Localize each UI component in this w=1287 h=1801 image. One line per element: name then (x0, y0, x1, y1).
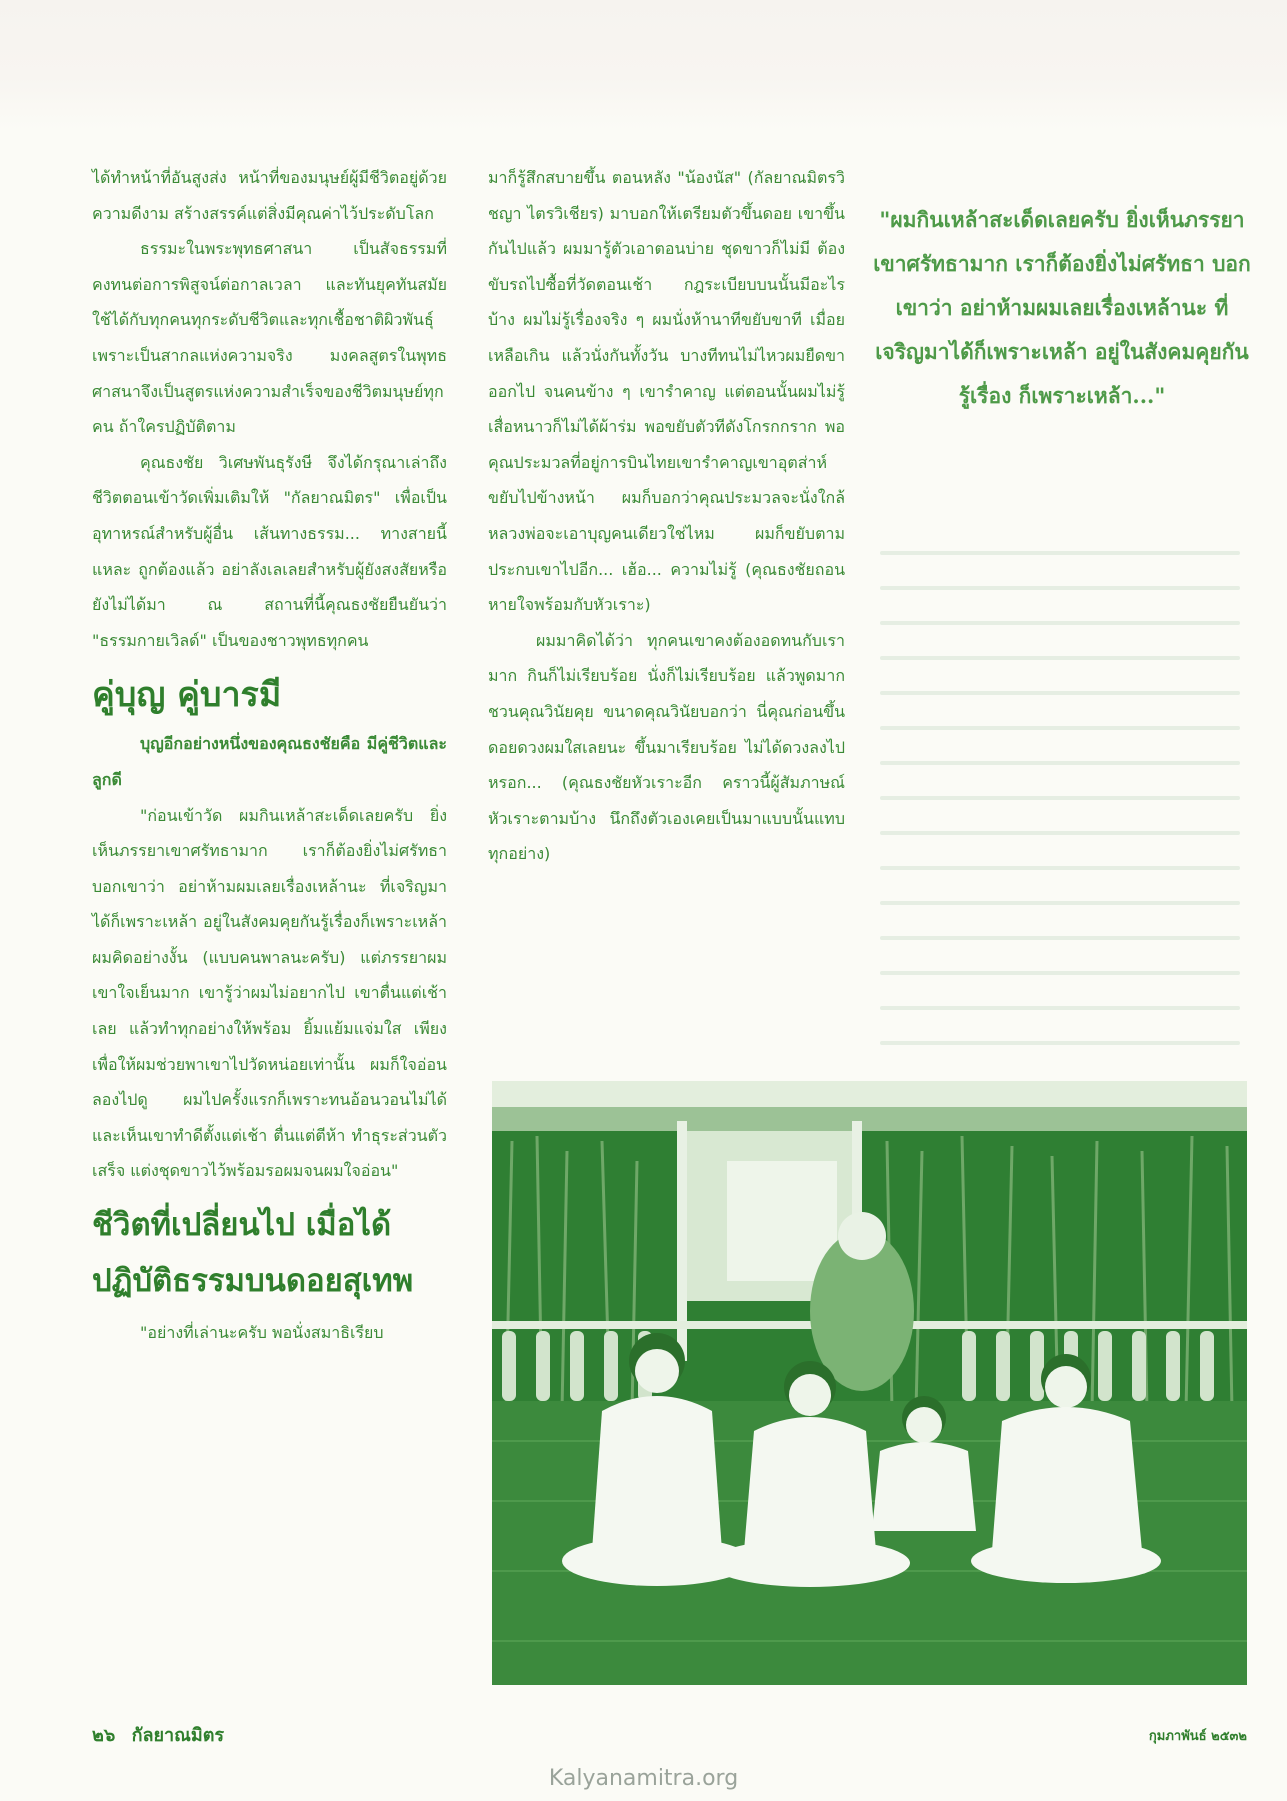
paragraph: ธรรมะในพระพุทธศาสนา เป็นสัจธรรมที่คงทนต่อการพิสูจน์ต่อกาลเวลา และทันยุคทันสมัย ใช้ได้กับทุกคนทุกระดับชีวิตและทุกเชื้อชาติผิวพันธุ์ เพราะเป็นสากลแห่งความจริง มงคลสูตรในพุทธศาสนาจึงเป็นสูตรแห่งความสำเร็จของชีวิตมนุษย์ทุกคน ถ้าใครปฏิบัติตาม (92, 239, 447, 437)
magazine-name: กัลยาณมิตร (131, 1725, 225, 1746)
family-photo-illustration (492, 1081, 1247, 1685)
family-photo (492, 1081, 1247, 1685)
paragraph: มาก็รู้สึกสบายขึ้น ตอนหลัง "น้องนัส" (กัลยาณมิตรวิชญา ไตรวิเชียร) มาบอกให้เตรียมตัวขึ้นดอย เขาขึ้นกันไปแล้ว ผมมารู้ตัวเอาตอนบ่าย ชุดขาวก็ไม่มี ต้องขับรถไปซื้อที่วัดตอนเช้า กฎระเบียบบนนั้นมีอะไรบ้าง ผมไม่รู้เรื่องจริง ๆ ผมนั่งห้านาทีขยับขาที เมื่อยเหลือเกิน แล้วนั่งกันทั้งวัน บางทีทนไม่ไหวผมยืดขาออกไป จนคนข้าง ๆ เขารำคาญ แต่ตอนนั้นผมไม่รู้ เสื่อหนาวก็ไม่ได้ผ้าร่ม พอขยับตัวทีดังโกรกกราก พอคุณประมวลที่อยู่การบินไทยเขารำคาญเขาอุตส่าห์ขยับไปข้างหน้า ผมก็บอกว่าคุณประมวลจะนั่งใกล้หลวงพ่อจะเอาบุญคนเดียวใช่ไหม ผมก็ขยับตามประกบเขาไปอีก... เฮ้อ... ความไม่รู้ (คุณธงชัยถอนหายใจพร้อมกับหัวเราะ) (488, 168, 845, 615)
section-heading: ชีวิตที่เปลี่ยนไป เมื่อได้ปฏิบัติธรรมบนดอยสุเทพ (92, 1207, 414, 1300)
pull-quote: "ผมกินเหล้าสะเด็ดเลยครับ ยิ่งเห็นภรรยาเขาศรัทธามาก เราก็ต้องยิ่งไม่ศรัทธา บอกเขาว่า อย่าห้ามผมเลยเรื่องเหล้านะ ที่เจริญมาได้ก็เพราะเหล้า อยู่ในสังคมคุยกันรู้เรื่อง ก็เพราะเหล้า..." (873, 207, 1251, 408)
paragraph: ได้ทำหน้าที่อันสูงส่ง หน้าที่ของมนุษย์ผู้มีชีวิตอยู่ด้วยความดีงาม สร้างสรรค์แต่สิ่งมีคุณค่าไว้ประดับโลก (92, 168, 447, 223)
page-number: ๒๖ (92, 1725, 116, 1746)
issue-date: กุมภาพันธ์ ๒๕๓๒ (1148, 1729, 1247, 1744)
watermark: Kalyanamitra.org (548, 1766, 739, 1791)
paragraph: "อย่างที่เล่านะครับ พอนั่งสมาธิเรียบ (140, 1323, 384, 1343)
page-top-band (0, 0, 1287, 130)
page-footer-left (92, 1720, 234, 1749)
paragraph: คุณธงชัย วิเศษพันธุรังษี จึงได้กรุณาเล่าถึงชีวิตตอนเข้าวัดเพิ่มเติมให้ "กัลยาณมิตร" เพื่อเป็นอุทาหรณ์สำหรับผู้อื่น เส้นทางธรรม... ทางสายนี้แหละ ถูกต้องแล้ว อย่าลังเลเลยสำหรับผู้ยังสงสัยหรือยังไม่ได้มา ณ สถานที่นี้คุณธงชัยยืนยันว่า "ธรรมกายเวิลด์" เป็นของชาวพุทธทุกคน (92, 452, 447, 650)
lead-paragraph: บุญอีกอย่างหนึ่งของคุณธงชัยคือ มีคู่ชีวิตและลูกดี (92, 734, 447, 789)
section-heading: คู่บุญ คู่บารมี (92, 675, 282, 716)
article-column-middle (488, 160, 845, 872)
article-column-left (92, 160, 447, 1351)
paragraph: ผมมาคิดได้ว่า ทุกคนเขาคงต้องอดทนกับเรามาก กินก็ไม่เรียบร้อย นั่งก็ไม่เรียบร้อย แล้วพูดมาก ชวนคุณวินัยคุย ขนาดคุณวินัยบอกว่า นี่คุณก่อนขึ้นดอยดวงผมใสเลยนะ ขึ้นมาเรียบร้อย ไม่ได้ดวงลงไปหรอก... (คุณธงชัยหัวเราะอีก คราวนี้ผู้สัมภาษณ์หัวเราะตามบ้าง นึกถึงตัวเองเคยเป็นมาแบบนั้นแทบทุกอย่าง) (488, 630, 845, 864)
paragraph: "ก่อนเข้าวัด ผมกินเหล้าสะเด็ดเลยครับ ยิ่งเห็นภรรยาเขาศรัทธามาก เราก็ต้องยิ่งไม่ศรัทธา บอกเขาว่า อย่าห้ามผมเลยเรื่องเหล้านะ ที่เจริญมาได้ก็เพราะเหล้า อยู่ในสังคมคุยกันรู้เรื่องก็เพราะเหล้า ผมคิดอย่างงั้น (แบบคนพาลนะครับ) แต่ภรรยาผมเขาใจเย็นมาก เขารู้ว่าผมไม่อยากไป เขาตื่นแต่เช้าเลย แล้วทำทุกอย่างให้พร้อม ยิ้มแย้มแจ่มใส เพียงเพื่อให้ผมช่วยพาเขาไปวัดหน่อยเท่านั้น ผมก็ใจอ่อนลองไปดู ผมไปครั้งแรกก็เพราะทนอ้อนวอนไม่ได้ และเห็นเขาทำดีตั้งแต่เช้า ตื่นแต่ตีห้า ทำธุระส่วนตัวเสร็จ แต่งชุดขาวไว้พร้อมรอผมจนผมใจอ่อน" (92, 805, 447, 1181)
bleed-through-text (880, 520, 1240, 1076)
